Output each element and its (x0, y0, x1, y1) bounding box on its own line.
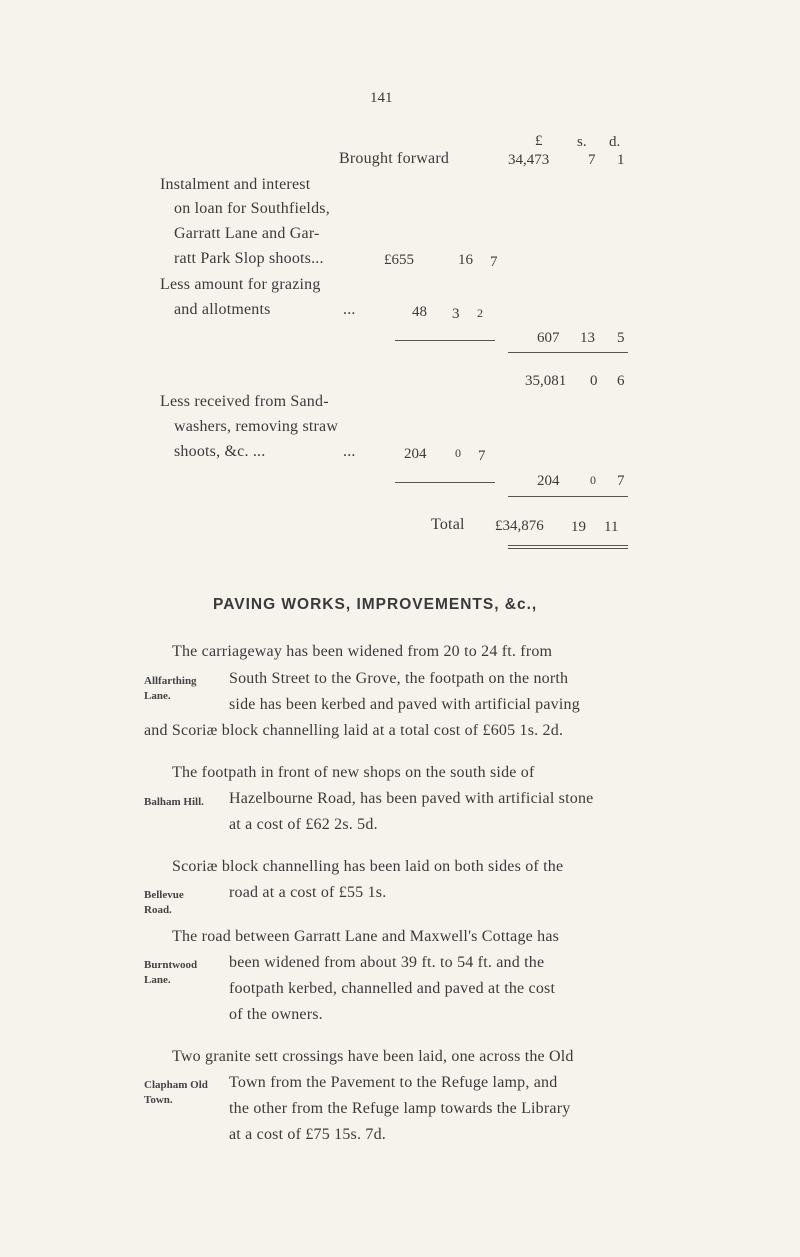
rule-3 (395, 482, 495, 483)
allfarthing-line-3: side has been kerbed and paved with artificial paving (229, 696, 580, 713)
section-heading: PAVING WORKS, IMPROVEMENTS, &c., (213, 596, 538, 613)
grazing-line-1: Less amount for grazing (160, 276, 321, 293)
instalment-line-3: Garratt Lane and Gar- (174, 225, 320, 242)
total-pence: 11 (604, 519, 619, 535)
instalment-pence: 7 (490, 254, 498, 270)
clapham-line-2: Town from the Pavement to the Refuge lamp, and (229, 1074, 558, 1091)
instalment-shillings: 16 (458, 252, 473, 268)
total-pounds: £34,876 (495, 518, 544, 534)
received-pounds: 204 (404, 446, 427, 462)
received-line-1: Less received from Sand- (160, 393, 329, 410)
instalment-line-2: on loan for Southfields, (174, 200, 330, 217)
received-shillings: 0 (455, 446, 461, 460)
clapham-line-3: the other from the Refuge lamp towards the Library (229, 1100, 571, 1117)
received-line-2: washers, removing straw (174, 418, 339, 435)
bellevue-line-2: road at a cost of £55 1s. (229, 884, 387, 901)
burntwood-line-4: of the owners. (229, 1006, 323, 1023)
net1-pence: 5 (617, 330, 625, 346)
rule-2 (508, 352, 628, 353)
allfarthing-line-1: The carriageway has been widened from 20 to 24 ft. from (172, 643, 553, 660)
rule-4 (508, 496, 628, 497)
total-label: Total (431, 516, 465, 533)
brought-forward-label: Brought forward (339, 150, 450, 167)
subtotal-pence: 6 (617, 373, 625, 389)
header-shillings: s. (577, 134, 587, 150)
net2-pence: 7 (617, 473, 625, 489)
net1-shillings: 13 (580, 330, 595, 346)
allfarthing-line-2: South Street to the Grove, the footpath on the north (229, 670, 569, 687)
subtotal-shillings: 0 (590, 373, 598, 389)
grazing-pounds: 48 (412, 304, 427, 320)
bellevue-margin-note: Bellevue Road. (144, 889, 184, 916)
grazing-dots: ... (343, 301, 356, 318)
received-pence: 7 (478, 448, 486, 464)
subtotal-pounds: 35,081 (525, 373, 567, 389)
instalment-line-1: Instalment and interest (160, 176, 311, 193)
grazing-line-2: and allotments (174, 301, 271, 318)
burntwood-margin-note: Burntwood Lane. (144, 959, 198, 986)
rule-1 (395, 340, 495, 341)
brought-forward-shillings: 7 (588, 152, 596, 168)
instalment-pounds: £655 (384, 252, 414, 268)
balham-line-1: The footpath in front of new shops on the south side of (172, 764, 535, 781)
net2-shillings: 0 (590, 473, 596, 487)
header-pounds: £ (535, 133, 543, 149)
balham-margin-note: Balham Hill. (144, 796, 204, 808)
clapham-margin-note: Clapham Old Town. (144, 1079, 208, 1106)
clapham-line-1: Two granite sett crossings have been laid, one across the Old (172, 1048, 574, 1065)
total-double-rule-bottom (508, 548, 628, 549)
burntwood-line-1: The road between Garratt Lane and Maxwell's Cottage has (172, 928, 560, 945)
allfarthing-margin-note: Allfarthing Lane. (144, 675, 197, 702)
grazing-pence: 2 (477, 306, 483, 320)
clapham-line-4: at a cost of £75 15s. 7d. (229, 1126, 386, 1143)
brought-forward-pence: 1 (617, 152, 625, 168)
received-line-3: shoots, &c. ... (174, 443, 266, 460)
grazing-shillings: 3 (452, 306, 460, 322)
received-dots: ... (343, 443, 356, 460)
page-number: 141 (370, 90, 393, 106)
header-pence: d. (609, 134, 621, 150)
total-shillings: 19 (571, 519, 586, 535)
brought-forward-pounds: 34,473 (508, 152, 550, 168)
burntwood-line-2: been widened from about 39 ft. to 54 ft. and the (229, 954, 545, 971)
net2-pounds: 204 (537, 473, 560, 489)
total-double-rule-top (508, 545, 628, 546)
instalment-line-4: ratt Park Slop shoots... (174, 250, 324, 267)
balham-line-3: at a cost of £62 2s. 5d. (229, 816, 378, 833)
burntwood-line-3: footpath kerbed, channelled and paved at the cost (229, 980, 556, 997)
allfarthing-line-4: and Scoriæ block channelling laid at a total cost of £605 1s. 2d. (144, 722, 564, 739)
bellevue-line-1: Scoriæ block channelling has been laid on both sides of the (172, 858, 564, 875)
net1-pounds: 607 (537, 330, 560, 346)
balham-line-2: Hazelbourne Road, has been paved with artificial stone (229, 790, 594, 807)
